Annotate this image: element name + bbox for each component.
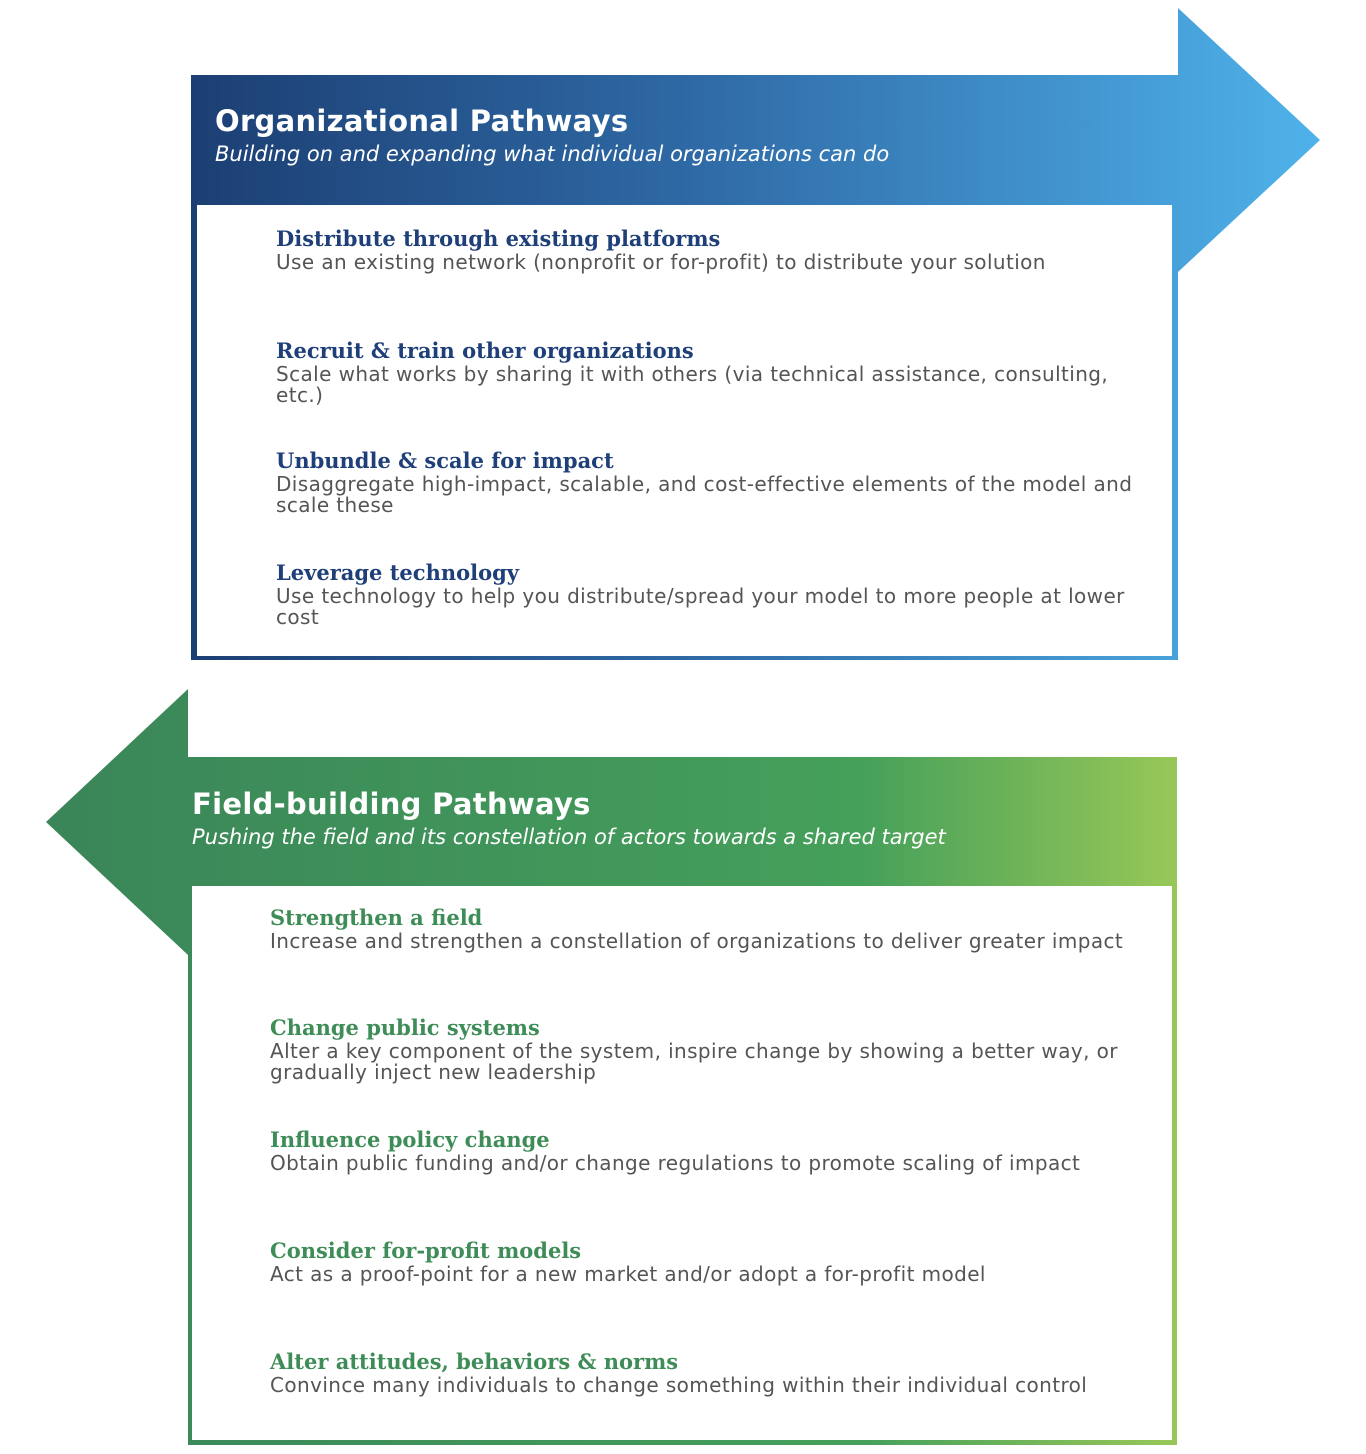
organizational-item (276, 226, 1046, 273)
item-title: Strengthen a field (270, 905, 483, 930)
item-description: Increase and strengthen a constellation of organizations to deliver greater impact (270, 929, 1124, 953)
field-building-item (270, 1349, 1087, 1396)
item-description: Use an existing network (nonprofit or for-profit) to distribute your solution (276, 250, 1046, 274)
organizational-subtitle: Building on and expanding what individual organizations can do (215, 142, 890, 166)
field-building-subtitle: Pushing the field and its constellation of actors towards a shared target (192, 825, 946, 849)
item-description: Alter a key component of the system, inspire change by showing a better way, or gradually inject new leadership (270, 1039, 1118, 1084)
organizational-item (276, 338, 1156, 406)
item-description: Obtain public funding and/or change regulations to promote scaling of impact (270, 1151, 1081, 1175)
organizational-item (276, 448, 1156, 516)
item-title: Distribute through existing platforms (276, 226, 721, 251)
item-description: Use technology to help you distribute/spread your model to more people at lower cost (276, 584, 1125, 629)
item-title: Leverage technology (276, 560, 519, 585)
field-building-item (270, 1015, 1155, 1083)
organizational-item (276, 560, 1156, 628)
item-description: Act as a proof-point for a new market and/or adopt a for-profit model (270, 1262, 986, 1286)
item-description: Convince many individuals to change something within their individual control (270, 1373, 1088, 1397)
item-title: Influence policy change (270, 1127, 550, 1152)
organizational-header (215, 104, 889, 168)
item-title: Unbundle & scale for impact (276, 448, 614, 473)
organizational-title: Organizational Pathways (215, 104, 629, 138)
item-description: Disaggregate high-impact, scalable, and cost-effective elements of the model and scale these (276, 472, 1133, 517)
field-building-header (192, 787, 946, 851)
item-title: Recruit & train other organizations (276, 338, 694, 363)
item-title: Consider for-profit models (270, 1238, 582, 1263)
field-building-title: Field-building Pathways (192, 787, 591, 821)
field-building-item (270, 1238, 986, 1285)
field-building-item (270, 1127, 1080, 1174)
item-description: Scale what works by sharing it with others (via technical assistance, consulting, etc.) (276, 362, 1109, 407)
item-title: Change public systems (270, 1015, 540, 1040)
field-building-item (270, 905, 1123, 952)
item-title: Alter attitudes, behaviors & norms (270, 1349, 679, 1374)
